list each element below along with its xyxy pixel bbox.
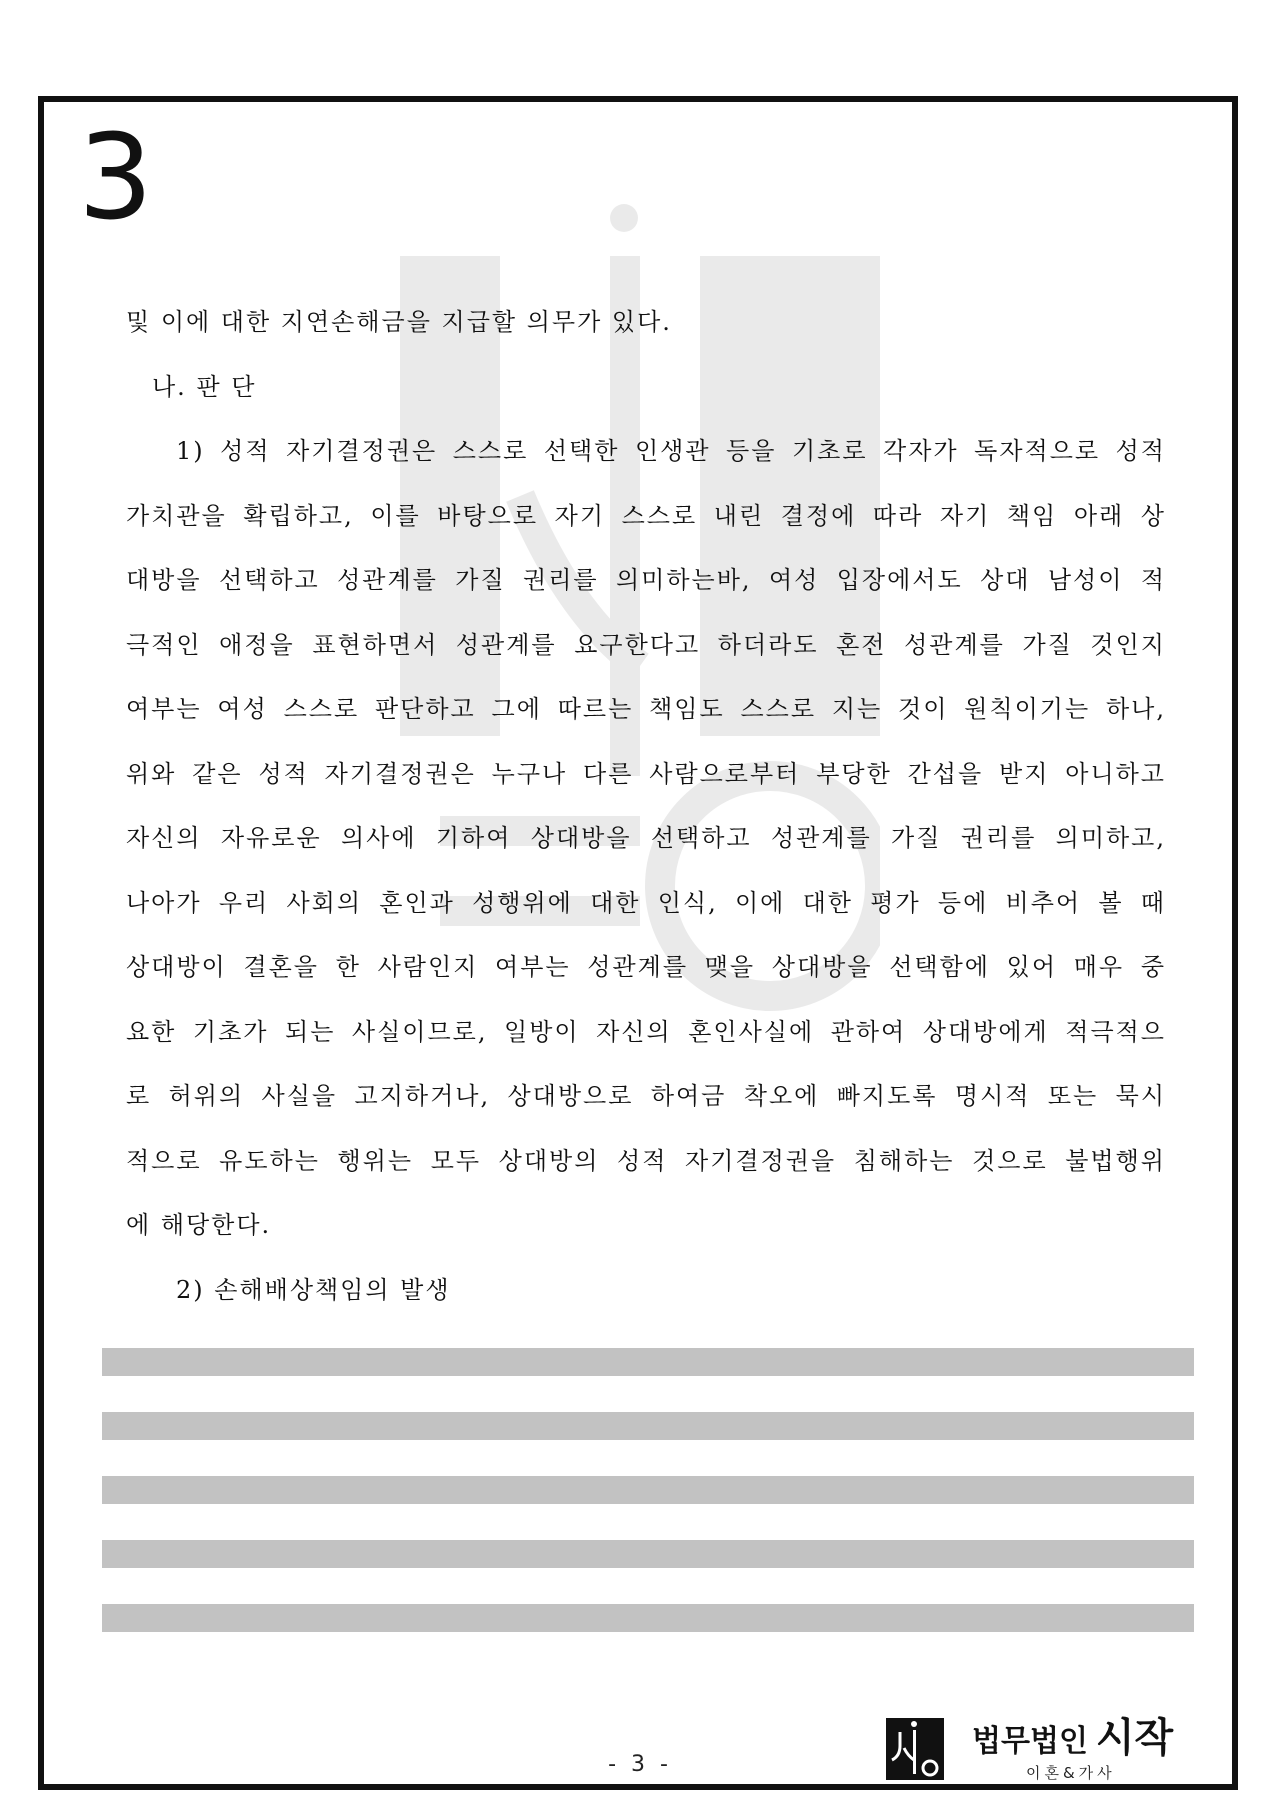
firm-name-prefix: 법무법인 (972, 1724, 1088, 1759)
redaction-bar (102, 1348, 1194, 1376)
text-line: 에 해당한다. (126, 1211, 272, 1239)
text-line: 상대방이 결혼을 한 사람인지 여부는 성관계를 맺을 상대방을 선택함에 있어 매우 중 (126, 953, 1166, 981)
firm-logo-mark-icon (886, 1718, 944, 1780)
document-body (126, 290, 1166, 1322)
redaction-bar (102, 1540, 1194, 1568)
redaction-bar (102, 1476, 1194, 1504)
text-line: 로 허위의 사실을 고지하거나, 상대방으로 하여금 착오에 빠지도록 명시적 또는 묵시 (126, 1082, 1166, 1110)
text-line: 극적인 애정을 표현하면서 성관계를 요구한다고 하더라도 혼전 성관계를 가질 것인지 (126, 630, 1166, 659)
text-line: 자신의 자유로운 의사에 기하여 상대방을 선택하고 성관계를 가질 권리를 의미하고, (126, 824, 1166, 852)
redaction-bar (102, 1604, 1194, 1632)
page-number-large: 3 (78, 108, 154, 246)
text-line: 여부는 여성 스스로 판단하고 그에 따르는 책임도 스스로 지는 것이 원칙이기는 하나, (126, 695, 1166, 723)
redaction-bar (102, 1412, 1194, 1440)
text-line: 요한 기초가 되는 사실이므로, 일방이 자신의 혼인사실에 관하여 상대방에게 적극적으 (126, 1017, 1166, 1046)
text-line: 가치관을 확립하고, 이를 바탕으로 자기 스스로 내린 결정에 따라 자기 책임 아래 상 (126, 501, 1166, 530)
text-line: 대방을 선택하고 성관계를 가질 권리를 의미하는바, 여성 입장에서도 상대 남성이 적 (126, 566, 1166, 594)
text-line: 위와 같은 성적 자기결정권은 누구나 다른 사람으로부터 부당한 간섭을 받지 아니하고 (126, 759, 1166, 788)
page-indicator: - 3 - (608, 1752, 672, 1777)
firm-name (972, 1715, 1174, 1762)
firm-tagline: 이혼&가사 (1026, 1764, 1116, 1782)
text-line: 나아가 우리 사회의 혼인과 성행위에 대한 인식, 이에 대한 평가 등에 비추어 볼 때 (126, 888, 1166, 917)
text-line: 1) 성적 자기결정권은 스스로 선택한 인생관 등을 기초로 각자가 독자적으로 성적 (176, 437, 1166, 465)
subsection-heading: 2) 손해배상책임의 발생 (176, 1275, 451, 1304)
redacted-block (102, 1348, 1194, 1668)
firm-logo (886, 1715, 1186, 1788)
section-heading: 나. 판 단 (152, 372, 257, 401)
text-line: 적으로 유도하는 행위는 모두 상대방의 성적 자기결정권을 침해하는 것으로 불법행위 (126, 1146, 1166, 1175)
text-line: 및 이에 대한 지연손해금을 지급할 의무가 있다. (126, 308, 672, 336)
firm-name-main: 시작 (1095, 1715, 1174, 1761)
